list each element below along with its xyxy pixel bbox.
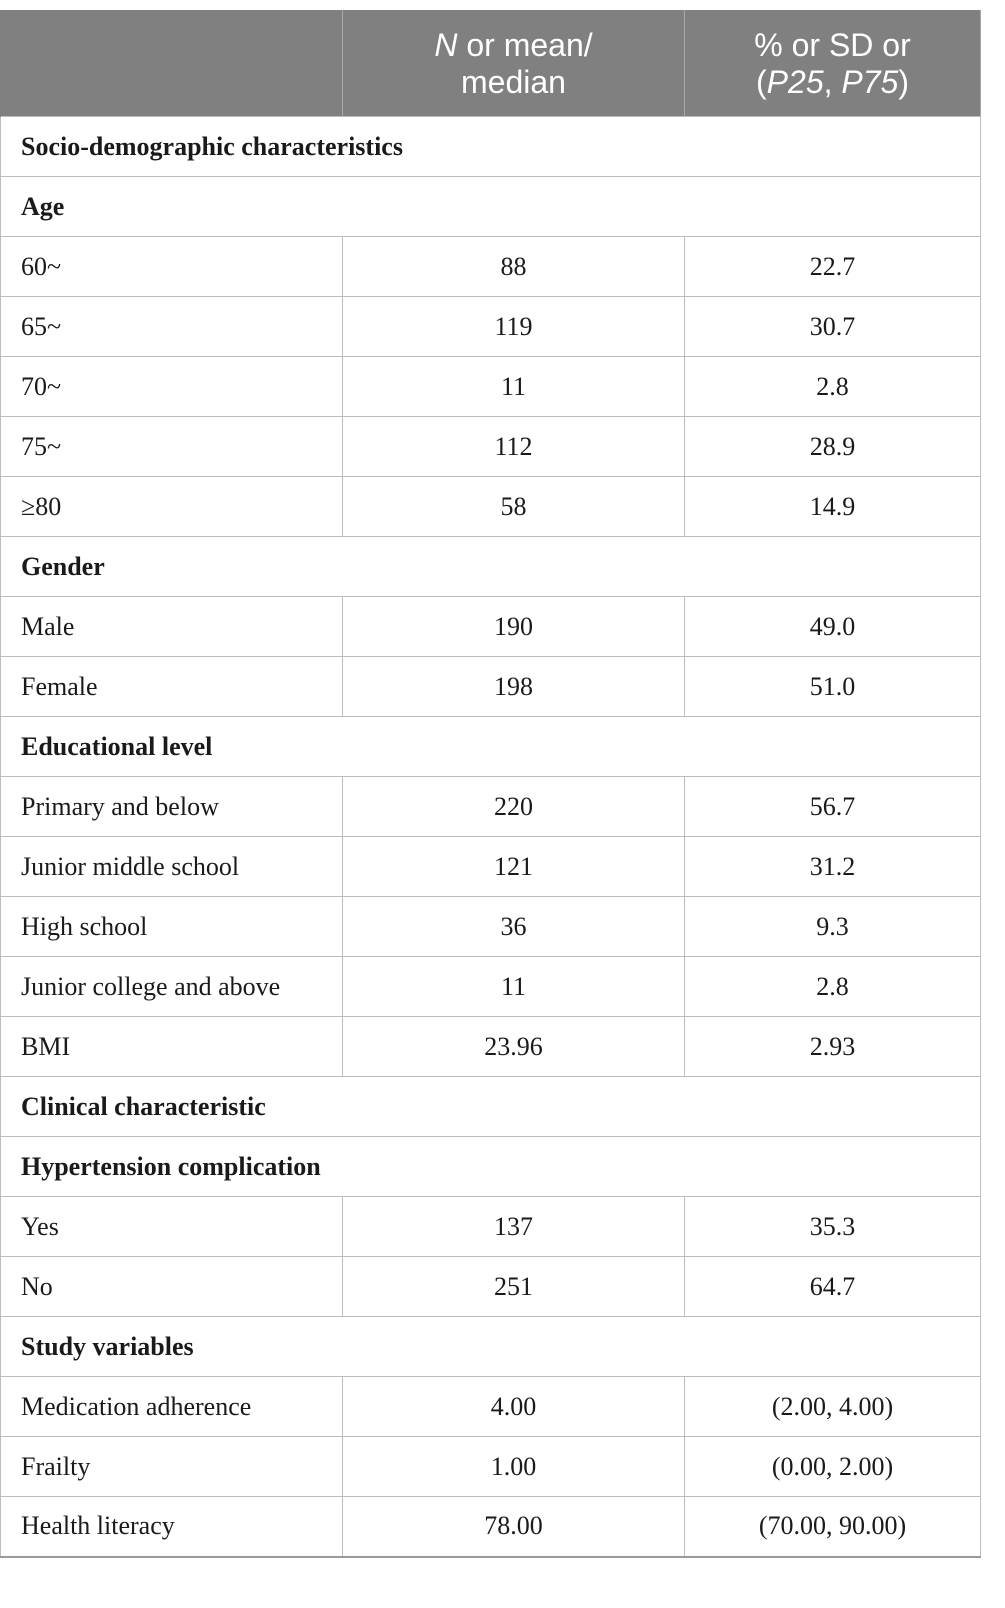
section-heading: Study variables (1, 1317, 981, 1377)
row-label: Health literacy (1, 1497, 343, 1557)
row-n-value: 23.96 (343, 1017, 685, 1077)
row-pct-value: 9.3 (685, 897, 981, 957)
table-row (1, 777, 981, 837)
row-label: BMI (1, 1017, 343, 1077)
row-n-value: 251 (343, 1257, 685, 1317)
table-row (1, 717, 981, 777)
section-heading: Educational level (1, 717, 981, 777)
table-row (1, 1137, 981, 1197)
table-row (1, 957, 981, 1017)
row-n-value: 88 (343, 237, 685, 297)
row-pct-value: 64.7 (685, 1257, 981, 1317)
row-pct-value: 2.93 (685, 1017, 981, 1077)
row-n-value: 11 (343, 357, 685, 417)
row-label: 75~ (1, 417, 343, 477)
row-pct-value: 28.9 (685, 417, 981, 477)
row-label: 70~ (1, 357, 343, 417)
row-pct-value: 2.8 (685, 957, 981, 1017)
row-n-value: 1.00 (343, 1437, 685, 1497)
header-n-line1: N or mean/ (434, 26, 593, 63)
header-n-line2: median (461, 63, 566, 100)
table-row (1, 597, 981, 657)
row-n-value: 11 (343, 957, 685, 1017)
row-n-value: 119 (343, 297, 685, 357)
header-n-col (343, 11, 685, 117)
row-pct-value: 56.7 (685, 777, 981, 837)
section-heading: Hypertension complication (1, 1137, 981, 1197)
row-n-value: 58 (343, 477, 685, 537)
row-label: Junior college and above (1, 957, 343, 1017)
row-pct-value: (0.00, 2.00) (685, 1437, 981, 1497)
row-pct-value: 22.7 (685, 237, 981, 297)
table-row (1, 417, 981, 477)
table-row (1, 117, 981, 177)
row-n-value: 36 (343, 897, 685, 957)
row-label: Medication adherence (1, 1377, 343, 1437)
table-row (1, 237, 981, 297)
row-n-value: 190 (343, 597, 685, 657)
section-heading: Age (1, 177, 981, 237)
row-pct-value: 51.0 (685, 657, 981, 717)
row-pct-value: (2.00, 4.00) (685, 1377, 981, 1437)
row-label: Yes (1, 1197, 343, 1257)
section-heading: Socio-demographic characteristics (1, 117, 981, 177)
row-n-value: 220 (343, 777, 685, 837)
row-pct-value: 30.7 (685, 297, 981, 357)
row-label: Female (1, 657, 343, 717)
table-row (1, 357, 981, 417)
table-row (1, 1257, 981, 1317)
characteristics-table (0, 10, 981, 1558)
table-row (1, 297, 981, 357)
row-label: Primary and below (1, 777, 343, 837)
row-label: Junior middle school (1, 837, 343, 897)
row-n-value: 78.00 (343, 1497, 685, 1557)
header-pct-line1: % or SD or (754, 26, 911, 63)
header-row (1, 11, 981, 117)
table-row (1, 1437, 981, 1497)
table-body (1, 117, 981, 1557)
header-label-col (1, 11, 343, 117)
table-row (1, 537, 981, 597)
row-pct-value: (70.00, 90.00) (685, 1497, 981, 1557)
table-row (1, 1197, 981, 1257)
section-heading: Clinical characteristic (1, 1077, 981, 1137)
row-label: 65~ (1, 297, 343, 357)
row-pct-value: 35.3 (685, 1197, 981, 1257)
row-label: ≥80 (1, 477, 343, 537)
table-row (1, 177, 981, 237)
table-row (1, 1497, 981, 1557)
row-label: No (1, 1257, 343, 1317)
table-row (1, 1077, 981, 1137)
row-label: Frailty (1, 1437, 343, 1497)
row-pct-value: 14.9 (685, 477, 981, 537)
row-n-value: 198 (343, 657, 685, 717)
section-heading: Gender (1, 537, 981, 597)
table-row (1, 897, 981, 957)
row-n-value: 4.00 (343, 1377, 685, 1437)
row-n-value: 121 (343, 837, 685, 897)
table-row (1, 1317, 981, 1377)
table-row (1, 477, 981, 537)
header-pct-col (685, 11, 981, 117)
row-pct-value: 31.2 (685, 837, 981, 897)
row-pct-value: 2.8 (685, 357, 981, 417)
table-row (1, 1017, 981, 1077)
table-row (1, 837, 981, 897)
row-n-value: 112 (343, 417, 685, 477)
row-label: Male (1, 597, 343, 657)
row-label: 60~ (1, 237, 343, 297)
table-row (1, 1377, 981, 1437)
row-label: High school (1, 897, 343, 957)
row-pct-value: 49.0 (685, 597, 981, 657)
row-n-value: 137 (343, 1197, 685, 1257)
header-pct-line2: (P25, P75) (756, 63, 909, 100)
table-row (1, 657, 981, 717)
